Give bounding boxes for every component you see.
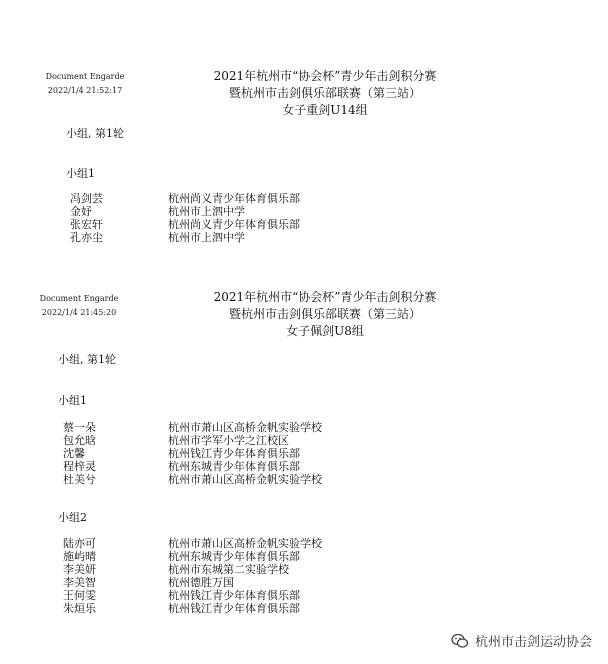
club-name: 杭州市东城第二实验学校 xyxy=(168,563,289,576)
club-name: 杭州德胜万国 xyxy=(168,576,234,589)
fencer-name: 陆亦可 xyxy=(63,537,96,550)
fencer-name: 沈馨 xyxy=(63,447,85,460)
club-name: 杭州尚义青少年体育俱乐部 xyxy=(168,192,300,205)
club-name: 杭州尚义青少年体育俱乐部 xyxy=(168,218,300,231)
fencer-name: 程梓灵 xyxy=(63,460,96,473)
club-name: 杭州市上泗中学 xyxy=(168,231,245,244)
title-line-1: 2021年杭州市“协会杯”青少年击剑积分赛 xyxy=(213,290,437,304)
fencer-name: 李美智 xyxy=(63,576,96,589)
sheet-2-meta xyxy=(24,292,134,320)
meta-title: Document Engarde xyxy=(45,72,125,81)
round-label: 小组, 第1轮 xyxy=(66,127,124,140)
club-name: 杭州钱江青少年体育俱乐部 xyxy=(168,589,300,602)
fencer-name: 施屿晴 xyxy=(63,550,96,563)
club-name: 杭州市萧山区高桥金帆实验学校 xyxy=(168,421,322,434)
fencer-name: 孔亦尘 xyxy=(70,231,103,244)
club-name: 杭州市萧山区高桥金帆实验学校 xyxy=(168,473,322,486)
title-line-2: 暨杭州市击剑俱乐部联赛（第三站） xyxy=(228,307,421,321)
group-label: 小组1 xyxy=(58,394,87,407)
sheet-1-titles xyxy=(180,68,470,119)
fencer-name: 蔡一朵 xyxy=(63,421,96,434)
title-line-3: 女子佩剑U8组 xyxy=(286,324,364,338)
watermark xyxy=(451,631,592,650)
title-line-2: 暨杭州市击剑俱乐部联赛（第三站） xyxy=(228,86,421,100)
club-name: 杭州钱江青少年体育俱乐部 xyxy=(168,602,300,615)
sheet-2-titles xyxy=(180,289,470,340)
fencer-name: 杜美兮 xyxy=(63,473,96,486)
meta-date: 2022/1/4 21:45:20 xyxy=(41,308,117,317)
meta-title: Document Engarde xyxy=(39,294,119,303)
club-name: 杭州市学军小学之江校区 xyxy=(168,434,289,447)
club-name: 杭州东城青少年体育俱乐部 xyxy=(168,550,300,563)
title-line-3: 女子重剑U14组 xyxy=(282,103,368,117)
fencer-name: 金妤 xyxy=(70,205,92,218)
club-name: 杭州钱江青少年体育俱乐部 xyxy=(168,447,300,460)
meta-date: 2022/1/4 21:52:17 xyxy=(47,86,123,95)
club-name: 杭州市萧山区高桥金帆实验学校 xyxy=(168,537,322,550)
round-label: 小组, 第1轮 xyxy=(58,353,116,366)
fencer-name: 张宏轩 xyxy=(70,218,103,231)
title-line-1: 2021年杭州市“协会杯”青少年击剑积分赛 xyxy=(213,69,437,83)
wechat-icon xyxy=(451,632,469,650)
fencer-name: 朱烜乐 xyxy=(63,602,96,615)
club-name: 杭州市上泗中学 xyxy=(168,205,245,218)
fencer-name: 李美妍 xyxy=(63,563,96,576)
club-name: 杭州东城青少年体育俱乐部 xyxy=(168,460,300,473)
group-label: 小组1 xyxy=(66,167,95,180)
fencer-name: 包允晗 xyxy=(63,434,96,447)
fencer-name: 王何雯 xyxy=(63,589,96,602)
fencer-name: 冯剑芸 xyxy=(70,192,103,205)
group-label: 小组2 xyxy=(58,511,87,524)
sheet-1-meta xyxy=(30,70,140,98)
watermark-text: 杭州市击剑运动协会 xyxy=(474,635,592,650)
